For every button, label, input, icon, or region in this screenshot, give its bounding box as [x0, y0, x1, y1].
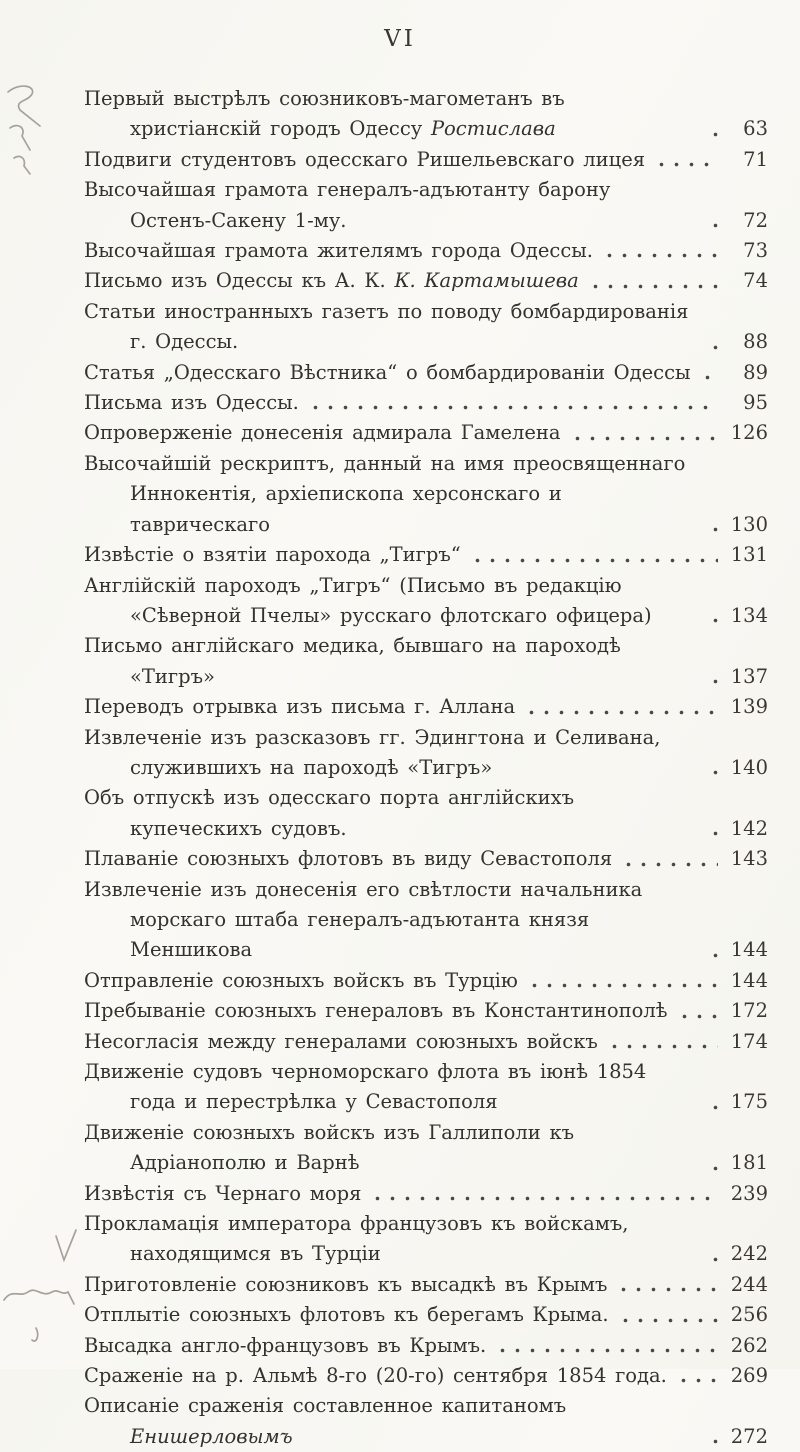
entry-page: 88 — [743, 330, 768, 354]
entry-page: 139 — [730, 695, 768, 719]
toc-entry — [84, 418, 768, 448]
entry-text — [84, 1179, 361, 1209]
entry-text — [84, 1027, 598, 1057]
entry-text-main: Письмо изъ Одессы къ А. К. — [84, 269, 395, 293]
entry-text-main: Письмо англійскаго медика, бывшаго на пароходѣ «Тигръ» — [84, 634, 621, 688]
entry-text-main: Движеніе судовъ черноморскаго флота въ іюнѣ 1854 года и перестрѣлка у Севастополя — [84, 1060, 647, 1114]
entry-text-main: Подвиги студентовъ одесскаго Ришельевскаго лицея — [84, 147, 646, 171]
dot-leader — [708, 753, 718, 783]
entry-text-main: Статьи иностранныхъ газетъ по поводу бомбардированія г. Одессы. — [84, 299, 689, 354]
toc-list — [0, 84, 800, 1452]
dot-leader — [708, 662, 718, 692]
entry-text-main: Прокламація императора французовъ къ войскамъ, находящимся въ Турціи — [84, 1212, 629, 1266]
dot-leader — [708, 114, 718, 144]
entry-page: 142 — [730, 816, 768, 840]
entry-text-main: Извѣстіе о взятіи парохода „Тигръ“ — [84, 543, 461, 567]
entry-text — [84, 449, 699, 540]
entry-text-main: Высадка англо-французовъ въ Крымъ. — [84, 1333, 487, 1357]
entry-text — [84, 875, 699, 966]
entry-page: 126 — [730, 421, 768, 445]
toc-entry — [84, 966, 768, 996]
toc-entry — [84, 449, 768, 540]
entry-page: 89 — [743, 360, 768, 384]
entry-text — [84, 783, 699, 844]
entry-text-main: Несогласія между генералами союзныхъ войскъ — [84, 1029, 598, 1053]
toc-entry — [84, 1391, 768, 1452]
toc-entry — [84, 844, 768, 874]
dot-leader — [524, 692, 718, 722]
dot-leader — [308, 388, 718, 418]
entry-text — [84, 692, 515, 722]
entry-page: 239 — [730, 1181, 768, 1205]
toc-entry — [84, 1270, 768, 1300]
entry-text-italic: Ростислава — [430, 117, 556, 141]
entry-page: 144 — [730, 968, 768, 992]
dot-leader — [602, 236, 718, 266]
toc-entry — [84, 236, 768, 266]
entry-text — [84, 297, 699, 358]
dot-leader — [607, 1027, 718, 1057]
dot-leader — [495, 1331, 718, 1361]
entry-text-main: Пребываніе союзныхъ генераловъ въ Константинополѣ — [84, 999, 668, 1023]
entry-page: 72 — [743, 208, 768, 232]
entry-page: 140 — [730, 755, 768, 779]
toc-entry — [84, 996, 768, 1026]
entry-text-main: Опроверженіе донесенія адмирала Гамелена — [84, 421, 561, 445]
entry-page: 71 — [743, 147, 768, 171]
entry-text-italic: Енишерловымъ — [130, 1424, 293, 1448]
entry-page: 131 — [730, 543, 768, 567]
entry-page: 134 — [730, 603, 768, 627]
dot-leader — [700, 358, 718, 388]
toc-entry — [84, 783, 768, 844]
entry-page: 242 — [730, 1242, 768, 1266]
toc-entry — [84, 631, 768, 692]
entry-text-main: Высочайшая грамота жителямъ города Одессы. — [84, 239, 593, 263]
dot-leader — [708, 510, 718, 540]
entry-page: 144 — [730, 938, 768, 962]
dot-leader — [621, 844, 718, 874]
entry-page: 63 — [743, 117, 768, 141]
dot-leader — [616, 1270, 718, 1300]
entry-text — [84, 388, 299, 418]
entry-page: 256 — [730, 1303, 768, 1327]
toc-entry — [84, 1331, 768, 1361]
entry-text — [84, 1391, 699, 1452]
toc-entry — [84, 571, 768, 632]
dot-leader — [708, 327, 718, 357]
dot-leader — [527, 966, 718, 996]
entry-page: 74 — [743, 269, 768, 293]
entry-text — [84, 266, 579, 296]
entry-text — [84, 571, 699, 632]
entry-text — [84, 844, 612, 874]
dot-leader — [676, 1361, 718, 1391]
entry-text — [84, 1057, 699, 1118]
entry-page: 174 — [730, 1029, 768, 1053]
entry-text — [84, 631, 699, 692]
entry-text-main: Приготовленіе союзниковъ къ высадкѣ въ Крымъ — [84, 1272, 608, 1296]
entry-text — [84, 1331, 486, 1361]
toc-entry — [84, 1027, 768, 1057]
toc-entry — [84, 1057, 768, 1118]
toc-entry — [84, 388, 768, 418]
dot-leader — [708, 1422, 718, 1452]
entry-text — [84, 84, 699, 145]
entry-text-italic: К. Картамышева — [394, 269, 579, 293]
entry-text-main: Высочайшій рескриптъ, данный на имя преосвященнаго Иннокентія, архіепископа херсонскаго и таврическаго — [84, 451, 686, 536]
entry-text — [84, 540, 461, 570]
toc-entry — [84, 266, 768, 296]
entry-text-main: Извлеченіе изъ донесенія его свѣтлости начальника морскаго штаба генералъ-адъютанта князя Меншикова — [84, 877, 643, 962]
entry-page: 73 — [743, 239, 768, 263]
entry-page: 95 — [743, 391, 768, 415]
entry-text-main: Сраженіе на р. Альмѣ 8-го (20-го) сентября 1854 года. — [84, 1364, 667, 1388]
toc-entry — [84, 145, 768, 175]
entry-text-main: Извлеченіе изъ разсказовъ гг. Эдингтона и Селивана, служившихъ на пароходѣ «Тигръ» — [84, 725, 661, 779]
toc-entry — [84, 723, 768, 784]
entry-text — [84, 358, 691, 388]
entry-text — [84, 996, 668, 1026]
toc-entry — [84, 297, 768, 358]
toc-entry — [84, 1361, 768, 1391]
entry-text-main: Объ отпускѣ изъ одесскаго порта англійскихъ купеческихъ судовъ. — [84, 786, 575, 840]
entry-text-main: Письма изъ Одессы. — [84, 391, 299, 415]
entry-text — [84, 1270, 607, 1300]
toc-entry — [84, 1118, 768, 1179]
entry-page: 175 — [730, 1090, 768, 1114]
entry-text-main: Высочайшая грамота генералъ-адъютанту барону Остенъ-Сакену 1-му. — [84, 178, 611, 232]
entry-text — [84, 966, 518, 996]
toc-entry — [84, 692, 768, 722]
entry-text — [84, 1361, 667, 1391]
entry-page: 130 — [730, 512, 768, 536]
entry-page: 262 — [730, 1333, 768, 1357]
entry-page: 172 — [730, 999, 768, 1023]
entry-text — [84, 723, 699, 784]
dot-leader — [708, 601, 718, 631]
dot-leader — [677, 996, 718, 1026]
entry-page: 269 — [730, 1364, 768, 1388]
toc-entry — [84, 875, 768, 966]
page-number-header: VI — [384, 26, 416, 52]
toc-entry — [84, 84, 768, 145]
entry-page: 244 — [730, 1272, 768, 1296]
entry-text — [84, 145, 645, 175]
toc-entry — [84, 540, 768, 570]
entry-text — [84, 1118, 699, 1179]
entry-page: 272 — [730, 1424, 768, 1448]
entry-text-main: Переводъ отрывка изъ письма г. Аллана — [84, 695, 516, 719]
entry-page: 143 — [730, 847, 768, 871]
toc-entry — [84, 1209, 768, 1270]
toc-entry — [84, 1300, 768, 1330]
dot-leader — [708, 206, 718, 236]
entry-text — [84, 175, 699, 236]
entry-text-main: Отплытіе союзныхъ флотовъ къ берегамъ Крыма. — [84, 1303, 609, 1327]
entry-text — [84, 1209, 699, 1270]
dot-leader — [588, 266, 718, 296]
entry-text — [84, 236, 593, 266]
entry-text-main: Отправленіе союзныхъ войскъ въ Турцію — [84, 968, 518, 992]
dot-leader — [570, 418, 718, 448]
entry-text-main: Плаваніе союзныхъ флотовъ въ виду Севастополя — [84, 847, 613, 871]
dot-leader — [370, 1179, 718, 1209]
dot-leader — [708, 935, 718, 965]
dot-leader — [708, 1087, 718, 1117]
dot-leader — [470, 540, 718, 570]
dot-leader — [708, 814, 718, 844]
toc-entry — [84, 1179, 768, 1209]
entry-text-main: Первый выстрѣлъ союзниковъ-магометанъ въ христіанскій городъ Одессу — [84, 87, 565, 141]
entry-page: 181 — [730, 1151, 768, 1175]
entry-text-main: Описаніе сраженія составленное капитаномъ — [84, 1394, 567, 1418]
dot-leader — [618, 1300, 718, 1330]
dot-leader — [708, 1148, 718, 1178]
entry-text-main: Статья „Одесскаго Вѣстника“ о бомбардированіи Одессы — [84, 360, 691, 384]
entry-text — [84, 418, 561, 448]
toc-entry — [84, 175, 768, 236]
entry-text-main: Извѣстія съ Чернаго моря — [84, 1181, 362, 1205]
entry-page: 137 — [730, 664, 768, 688]
dot-leader — [708, 1239, 718, 1269]
entry-text — [84, 1300, 609, 1330]
entry-text-main: Англійскій пароходъ „Тигръ“ (Письмо въ редакцію «Сѣверной Пчелы» русскаго флотскаго офицера) — [84, 573, 652, 627]
toc-entry — [84, 358, 768, 388]
dot-leader — [654, 145, 718, 175]
entry-text-main: Движеніе союзныхъ войскъ изъ Галлиполи къ Адріанополю и Варнѣ — [84, 1120, 575, 1175]
